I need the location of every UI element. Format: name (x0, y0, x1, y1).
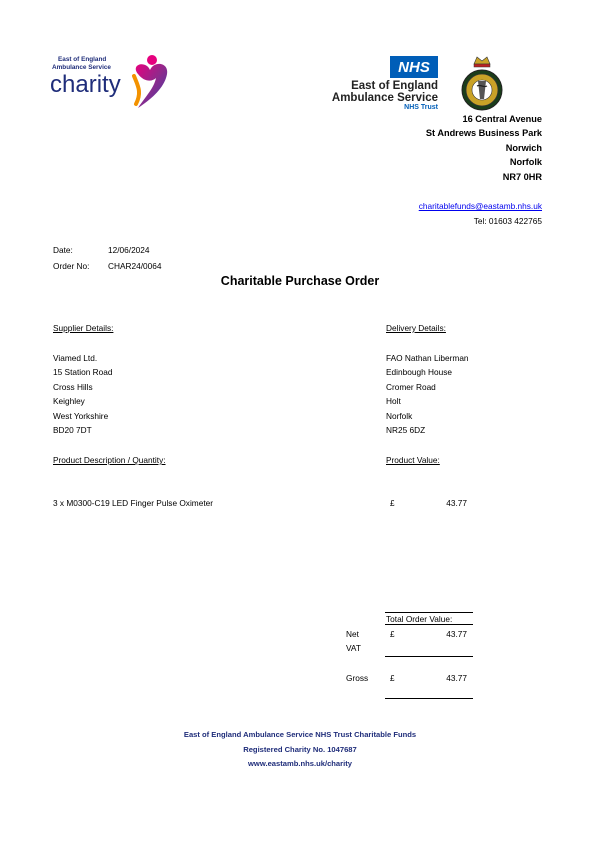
ambulance-crest-icon (457, 54, 507, 112)
delivery-line: Norfolk (386, 411, 413, 421)
delivery-line: NR25 6DZ (386, 425, 426, 435)
delivery-line: Cromer Road (386, 382, 436, 392)
charity-logo-word: charity (50, 71, 121, 98)
charity-logo-line2: Ambulance Service (52, 64, 111, 71)
charity-logo-line1: East of England (58, 56, 107, 63)
footer-line1: East of England Ambulance Service NHS Trust Charitable Funds (183, 730, 417, 739)
product-description-heading: Product Description / Quantity: (53, 455, 166, 465)
address-line: Norfolk (509, 157, 542, 167)
supplier-line: Cross Hills (53, 382, 93, 392)
gross-top-rule (385, 656, 473, 657)
order-number-value: CHAR24/0064 (108, 261, 162, 271)
charity-heart-icon (128, 52, 178, 112)
delivery-heading: Delivery Details: (386, 323, 446, 333)
nhs-trust-name-line3: NHS Trust (404, 104, 438, 111)
gross-value: 43.77 (446, 673, 467, 683)
footer-line2: Registered Charity No. 1047687 (243, 745, 357, 754)
address-line: 16 Central Avenue (462, 114, 542, 124)
email-link[interactable]: charitablefunds@eastamb.nhs.uk (418, 201, 542, 211)
supplier-line: Viamed Ltd. (53, 353, 98, 363)
nhs-badge: NHS (390, 56, 438, 78)
address-line: St Andrews Business Park (425, 128, 542, 138)
supplier-line: West Yorkshire (53, 411, 109, 421)
address-line: Norwich (505, 143, 542, 153)
order-number-label: Order No: (53, 261, 90, 271)
product-value: 43.77 (446, 498, 467, 508)
supplier-line: Keighley (53, 396, 85, 406)
gross-label: Gross (346, 673, 369, 683)
date-value: 12/06/2024 (108, 245, 150, 255)
nhs-trust-name-line1: East of England (351, 80, 438, 92)
net-currency: £ (390, 629, 395, 639)
footer-line3[interactable]: www.eastamb.nhs.uk/charity (248, 759, 352, 768)
vat-label: VAT (346, 643, 361, 653)
product-value-heading: Product Value: (386, 455, 440, 465)
supplier-line: BD20 7DT (53, 425, 92, 435)
product-item: 3 x M0300-C19 LED Finger Pulse Oximeter (53, 498, 214, 508)
gross-currency: £ (390, 673, 395, 683)
net-label: Net (346, 629, 359, 639)
net-value: 43.77 (446, 629, 467, 639)
charity-logo (50, 52, 180, 112)
telephone: Tel: 01603 422765 (473, 216, 542, 226)
supplier-heading: Supplier Details: (53, 323, 114, 333)
nhs-trust-name-line2: Ambulance Service (331, 92, 438, 104)
totals-top-rule (385, 612, 473, 613)
delivery-line: Holt (386, 396, 401, 406)
total-order-value-heading: Total Order Value: (386, 614, 453, 624)
gross-bottom-rule (385, 698, 473, 699)
product-currency: £ (390, 498, 395, 508)
delivery-line: Edinbough House (386, 367, 452, 377)
page-title: Charitable Purchase Order (220, 274, 380, 288)
totals-heading-rule (385, 624, 473, 625)
supplier-line: 15 Station Road (53, 367, 113, 377)
address-line: NR7 0HR (502, 172, 542, 182)
date-label: Date: (53, 245, 73, 255)
delivery-line: FAO Nathan Liberman (386, 353, 469, 363)
